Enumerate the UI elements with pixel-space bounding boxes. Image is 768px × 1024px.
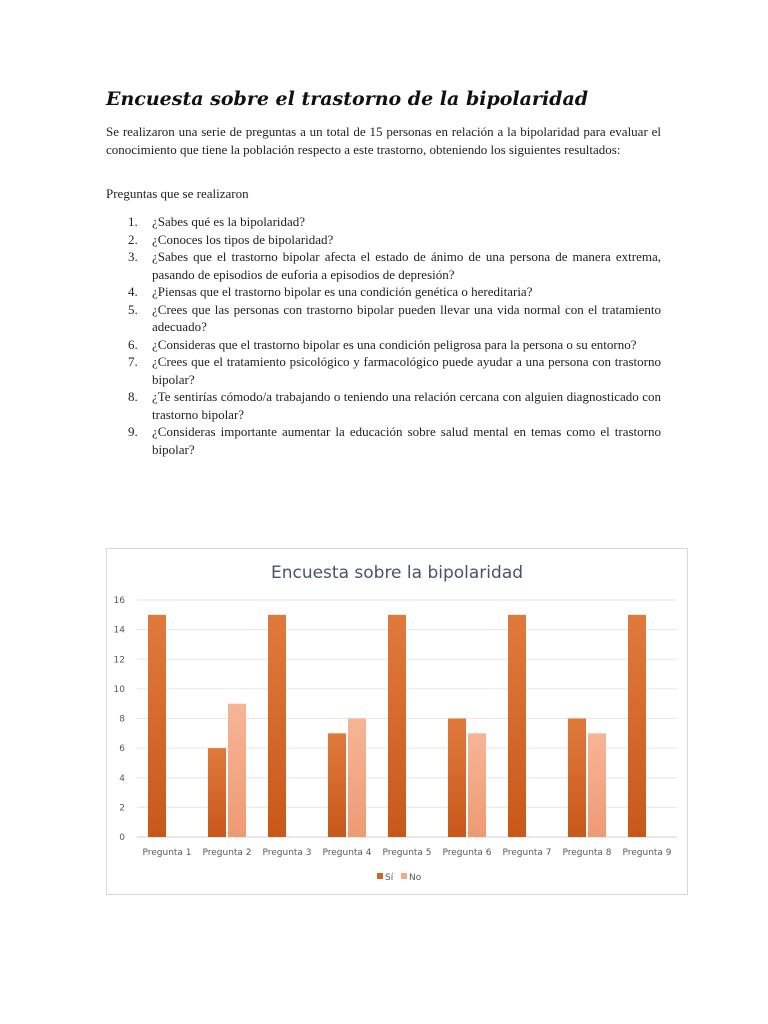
question-text: ¿Te sentirías cómodo/a trabajando o teniendo una relación cercana con alguien diagnosticado con trastorno bipolar? (152, 389, 661, 422)
y-axis-ticks (114, 596, 126, 843)
survey-chart (106, 548, 688, 895)
question-text: ¿Piensas que el trastorno bipolar es una condición genética o hereditaria? (152, 284, 533, 299)
bar-no-8 (588, 733, 606, 837)
y-tick-label: 4 (119, 773, 125, 784)
question-list (106, 213, 661, 458)
question-text: ¿Sabes que el trastorno bipolar afecta el estado de ánimo de una persona de manera extrema, pasando de episodios de euforia a episodios de depresión? (152, 249, 661, 282)
question-item (106, 423, 661, 458)
y-tick-label: 2 (119, 803, 125, 814)
x-tick-label: Pregunta 4 (322, 848, 372, 858)
question-item (106, 213, 661, 231)
question-number: 5. (128, 301, 138, 317)
y-tick-label: 8 (119, 714, 125, 725)
bar-si-5 (388, 615, 406, 837)
question-item (106, 301, 661, 336)
question-item (106, 353, 661, 388)
question-item (106, 231, 661, 249)
x-tick-label: Pregunta 5 (382, 848, 432, 858)
legend-swatch-no (401, 873, 407, 879)
question-number: 1. (128, 214, 138, 229)
x-tick-label: Pregunta 2 (202, 848, 252, 858)
x-tick-label: Pregunta 3 (262, 848, 312, 858)
bar-si-1 (148, 615, 166, 837)
chart-title: Encuesta sobre la bipolaridad (270, 563, 524, 583)
y-tick-label: 16 (113, 596, 125, 606)
question-number: 6. (128, 336, 138, 352)
legend-label-si: Sí (385, 873, 394, 883)
x-tick-label: Pregunta 8 (562, 848, 612, 858)
question-text: ¿Consideras importante aumentar la educación sobre salud mental en temas como el trastorno bipolar? (152, 424, 661, 457)
question-text: ¿Crees que las personas con trastorno bipolar pueden llevar una vida normal con el tratamiento adecuado? (152, 301, 661, 334)
document-title: Encuesta sobre el trastorno de la bipolaridad (106, 88, 589, 110)
bar-si-8 (568, 719, 586, 838)
chart-canvas (107, 549, 687, 894)
bar-si-4 (328, 733, 346, 837)
question-item (106, 283, 661, 301)
question-number: 8. (128, 389, 138, 404)
question-number: 2. (128, 231, 138, 247)
bar-si-3 (268, 615, 286, 837)
bar-no-6 (468, 733, 486, 837)
chart-legend (377, 873, 422, 883)
question-item (106, 336, 661, 354)
y-tick-label: 6 (119, 744, 125, 755)
question-number: 3. (128, 249, 138, 264)
question-item (106, 248, 661, 283)
legend-swatch-si (377, 873, 383, 879)
intro-paragraph: Se realizaron una serie de preguntas a un total de 15 personas en relación a la bipolaridad para evaluar el conocimiento que tiene la población respecto a este trastorno, obteniendo los siguientes resultados: (106, 124, 661, 157)
bar-si-6 (448, 719, 466, 838)
bar-no-4 (348, 719, 366, 838)
x-tick-label: Pregunta 9 (622, 848, 672, 858)
x-tick-label: Pregunta 7 (502, 848, 552, 858)
questions-heading: Preguntas que se realizaron (106, 186, 249, 201)
bar-no-2 (228, 704, 246, 837)
bar-si-2 (208, 748, 226, 837)
bar-si-7 (508, 615, 526, 837)
legend-label-no: No (409, 873, 422, 883)
bar-si-9 (628, 615, 646, 837)
y-tick-label: 14 (113, 625, 125, 636)
y-tick-label: 10 (113, 684, 125, 695)
question-number: 9. (128, 424, 138, 439)
question-item (106, 388, 661, 423)
x-tick-label: Pregunta 1 (142, 848, 192, 858)
y-tick-label: 12 (113, 655, 125, 666)
question-number: 4. (128, 284, 138, 299)
question-text: ¿Sabes qué es la bipolaridad? (152, 214, 306, 229)
question-text: ¿Conoces los tipos de bipolaridad? (152, 231, 334, 247)
chart-bars (148, 615, 646, 837)
question-number: 7. (128, 354, 138, 369)
x-tick-label: Pregunta 6 (442, 848, 492, 858)
x-axis-ticks (142, 848, 671, 858)
question-text: ¿Consideras que el trastorno bipolar es una condición peligrosa para la persona o su entorno? (152, 336, 637, 352)
y-tick-label: 0 (119, 833, 125, 843)
question-text: ¿Crees que el tratamiento psicológico y farmacológico puede ayudar a una persona con trastorno bipolar? (152, 354, 661, 387)
